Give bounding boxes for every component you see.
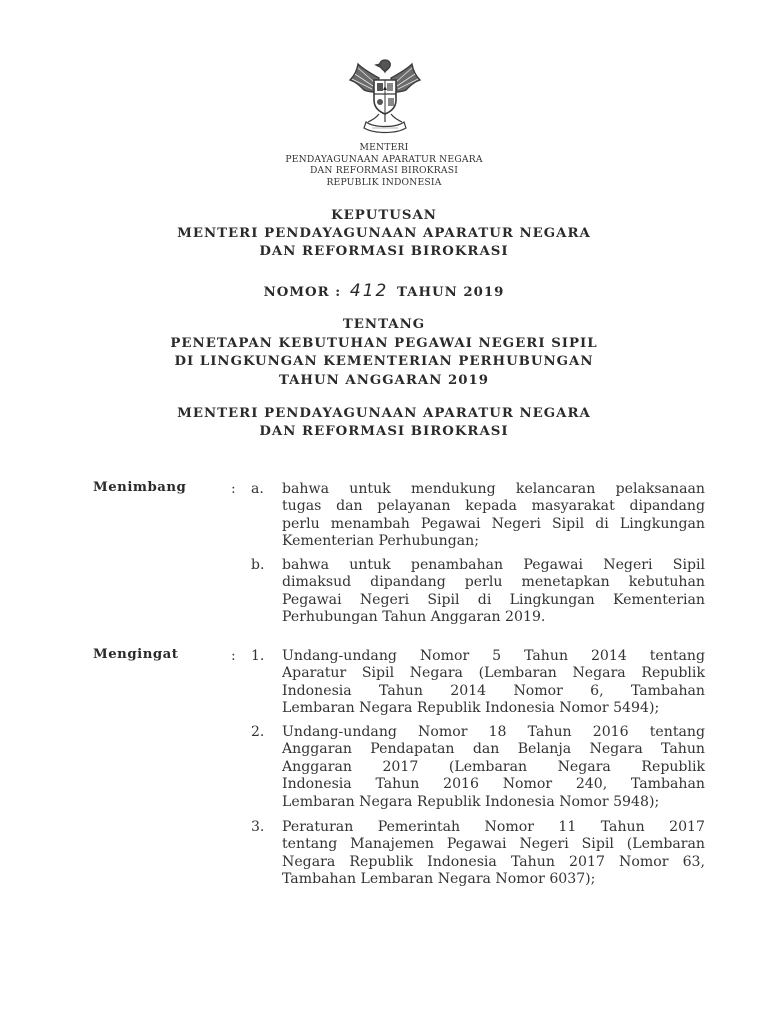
- decree-number: [84, 282, 684, 302]
- item-line: dimaksud dipandang perlu menetapkan kebutuhan: [282, 574, 705, 591]
- nomor-prefix: NOMOR :: [263, 285, 342, 300]
- item-line: bahwa untuk mendukung kelancaran pelaksanaan: [282, 481, 705, 497]
- item-line: Anggaran Pendapatan dan Belanja Negara Tahun: [282, 741, 705, 758]
- menimbang-colon: :: [231, 481, 236, 497]
- item-line: perlu menambah Pegawai Negeri Sipil di Lingkungan: [282, 515, 705, 532]
- item-line: Lembaran Negara Republik Indonesia Nomor 5494);: [282, 700, 660, 717]
- title-line: MENTERI PENDAYAGUNAAN APARATUR NEGARA: [177, 226, 591, 241]
- ministry-header: [234, 142, 534, 188]
- list-item: [282, 648, 705, 718]
- item-marker: a.: [251, 481, 264, 497]
- item-line: Indonesia Tahun 2016 Nomor 240, Tambahan: [282, 776, 705, 793]
- item-line: tugas dan pelayanan kepada masyarakat dipandang: [282, 498, 705, 515]
- list-item: [282, 724, 705, 811]
- item-line: Lembaran Negara Republik Indonesia Nomor 5948);: [282, 793, 660, 810]
- subject-line: TAHUN ANGGARAN 2019: [278, 372, 490, 388]
- item-marker: b.: [251, 557, 265, 573]
- item-line: Peraturan Pemerintah Nomor 11 Tahun 2017: [282, 819, 705, 835]
- item-line: Anggaran 2017 (Lembaran Negara Republik: [282, 758, 705, 775]
- nomor-year: TAHUN 2019: [396, 285, 505, 300]
- ministry-line: REPUBLIK INDONESIA: [326, 176, 442, 188]
- item-line: Perhubungan Tahun Anggaran 2019.: [282, 609, 546, 626]
- item-line: Undang-undang Nomor 5 Tahun 2014 tentang: [282, 648, 705, 664]
- nomor-number: 412: [349, 281, 389, 301]
- item-line: Undang-undang Nomor 18 Tahun 2016 tentang: [282, 724, 705, 740]
- list-item: [282, 481, 705, 551]
- mengingat-colon: :: [231, 648, 236, 664]
- ministry-line: MENTERI: [359, 142, 409, 153]
- item-line: Pegawai Negeri Sipil di Lingkungan Kementerian: [282, 591, 705, 608]
- issuer-heading: [84, 405, 684, 441]
- item-line: bahwa untuk penambahan Pegawai Negeri Sipil: [282, 557, 705, 573]
- item-line: Kementerian Perhubungan;: [282, 533, 479, 550]
- ministry-line: DAN REFORMASI BIROKRASI: [309, 165, 459, 176]
- garuda-emblem-icon: [346, 56, 424, 136]
- item-line: tentang Manajemen Pegawai Negeri Sipil (Lembaran: [282, 836, 705, 853]
- title-line: KEPUTUSAN: [331, 208, 437, 223]
- item-line: Indonesia Tahun 2014 Nomor 6, Tambahan: [282, 682, 705, 699]
- list-item: [282, 819, 705, 889]
- title-line: DAN REFORMASI BIROKRASI: [259, 244, 509, 259]
- item-line: Tambahan Lembaran Negara Nomor 6037);: [282, 871, 596, 888]
- item-marker: 3.: [251, 819, 265, 835]
- subject-line: PENETAPAN KEBUTUHAN PEGAWAI NEGERI SIPIL: [170, 335, 598, 351]
- item-marker: 2.: [251, 724, 265, 740]
- subject-line: DI LINGKUNGAN KEMENTERIAN PERHUBUNGAN: [174, 354, 594, 369]
- decree-subject: [84, 316, 684, 390]
- mengingat-label: Mengingat: [93, 647, 179, 662]
- list-item: [282, 557, 705, 627]
- subject-line: TENTANG: [342, 317, 426, 332]
- issuer-line: MENTERI PENDAYAGUNAAN APARATUR NEGARA: [177, 406, 591, 421]
- issuer-line: DAN REFORMASI BIROKRASI: [259, 424, 509, 439]
- decree-title: [84, 207, 684, 261]
- menimbang-label: Menimbang: [93, 480, 187, 495]
- ministry-line: PENDAYAGUNAAN APARATUR NEGARA: [285, 153, 483, 165]
- item-line: Aparatur Sipil Negara (Lembaran Negara Republik: [282, 665, 705, 682]
- item-line: Negara Republik Indonesia Tahun 2017 Nomor 63,: [282, 853, 705, 870]
- item-marker: 1.: [251, 648, 265, 664]
